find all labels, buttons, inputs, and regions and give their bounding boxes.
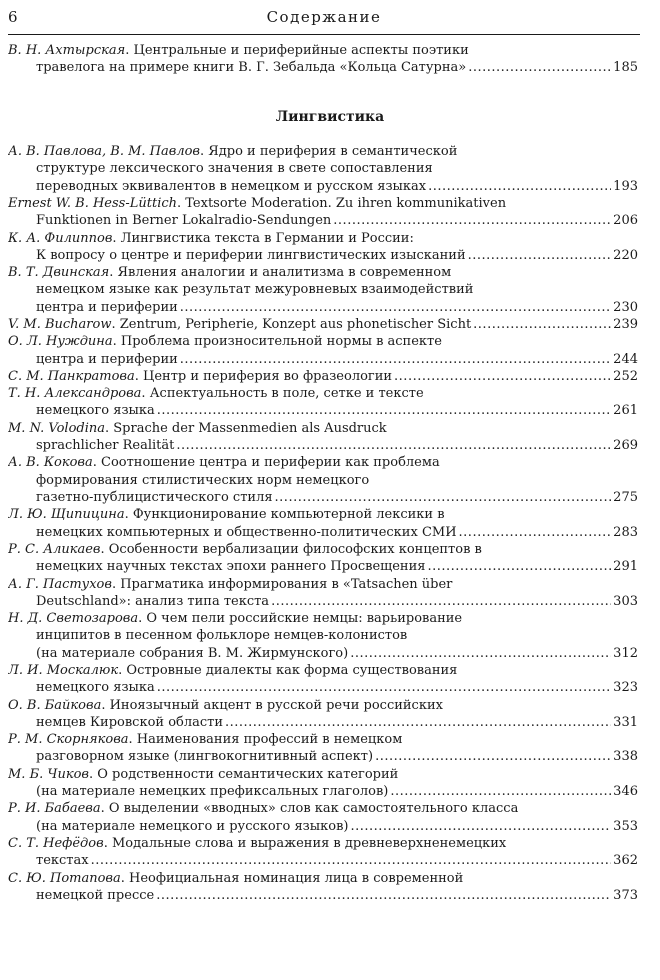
entry-author: С. Ю. Потапова bbox=[8, 870, 121, 886]
entry-line-text bbox=[36, 645, 348, 662]
entry-line-text: В. Н. Ахтырская. Центральные и периферийные аспекты поэтики bbox=[8, 43, 469, 58]
entry-line bbox=[8, 714, 638, 731]
entry-author: Ernest W. B. Hess-Lüttich bbox=[8, 195, 177, 211]
dot-leader bbox=[473, 316, 611, 333]
entry-page-number: 312 bbox=[613, 645, 638, 661]
entry-line bbox=[8, 731, 638, 748]
dot-leader bbox=[333, 212, 611, 229]
toc-entry bbox=[8, 766, 638, 801]
entry-author: А. В. Павлова, В. М. Павлов bbox=[8, 144, 200, 159]
entry-line-text bbox=[36, 679, 155, 696]
entry-title-line: Соотношение центра и периферии как проблема bbox=[101, 455, 440, 471]
entry-page-number: 283 bbox=[613, 524, 638, 540]
entry-title-line: Центральные и периферийные аспекты поэтики bbox=[133, 43, 469, 58]
entry-title-line: немецких компьютерных и общественно-политических СМИ bbox=[36, 524, 457, 540]
entry-author: В. Т. Двинская bbox=[8, 265, 110, 281]
entry-line bbox=[8, 627, 638, 644]
entry-line bbox=[8, 610, 638, 627]
entry-line-text bbox=[36, 282, 473, 297]
dot-leader bbox=[350, 645, 611, 662]
entry-page-number: 331 bbox=[613, 714, 638, 730]
entry-line-text bbox=[36, 212, 331, 229]
dot-leader bbox=[468, 59, 611, 76]
entry-author: Р. С. Аликаев bbox=[8, 541, 101, 557]
entry-title-line: Textsorte Moderation. Zu ihren kommunikativen bbox=[185, 195, 507, 211]
entry-page-number: 261 bbox=[613, 403, 638, 419]
dot-leader bbox=[428, 178, 611, 195]
entry-line bbox=[8, 454, 638, 471]
entry-line-text: С. Ю. Потапова. Неофициальная номинация лица в современной bbox=[8, 870, 464, 886]
entry-line bbox=[8, 59, 638, 76]
entry-page-number: 338 bbox=[613, 749, 638, 765]
entry-line bbox=[8, 662, 638, 679]
entry-title-line: центра и периферии bbox=[36, 351, 178, 367]
entry-line-text bbox=[36, 473, 369, 488]
entry-title-line: Аспектуальность в поле, сетке и тексте bbox=[149, 386, 424, 402]
entry-title-line: Deutschland»: анализ типа текста bbox=[36, 593, 270, 609]
entry-title-line: немецкой прессе bbox=[36, 887, 155, 903]
entry-title-line: разговорном языке (лингвокогнитивный аспект) bbox=[36, 749, 374, 765]
entry-page-number: 323 bbox=[613, 680, 638, 696]
dot-leader bbox=[180, 351, 611, 368]
entry-line bbox=[8, 593, 638, 610]
entry-title-line: Модальные слова и выражения в древневерхненемецких bbox=[111, 836, 507, 851]
entry-line-text: Ernest W. B. Hess-Lüttich. Textsorte Moderation. Zu ihren kommunikativen bbox=[8, 195, 507, 211]
entry-title-line: Проблема произносительной нормы в аспекте bbox=[120, 334, 442, 350]
entry-line bbox=[8, 697, 638, 714]
entry-line bbox=[8, 316, 638, 333]
entry-line-text: Р. С. Аликаев. Особенности вербализации философских концептов в bbox=[8, 541, 482, 557]
entry-page-number: 206 bbox=[613, 213, 638, 229]
entry-author: Р. М. Скорнякова bbox=[8, 732, 129, 748]
entry-line-text: Л. Ю. Щипицина. Функционирование компьютерной лексики в bbox=[8, 507, 445, 523]
toc-entry bbox=[8, 333, 638, 368]
entry-page-number: 275 bbox=[613, 489, 638, 505]
entry-page-number: 239 bbox=[613, 317, 638, 332]
entry-title-line: немецкого языка bbox=[36, 680, 155, 696]
entry-page-number: 185 bbox=[613, 60, 638, 76]
entry-title-line: sprachlicher Realität bbox=[36, 438, 175, 454]
entry-line bbox=[8, 42, 638, 59]
dot-leader bbox=[394, 368, 611, 385]
entry-title-line: травелога на примере книги В. Г. Зебальда «Кольца Сатурна» bbox=[36, 60, 467, 76]
entry-title-line: О чем пели российские немцы: варьирование bbox=[146, 611, 463, 627]
entry-line-text bbox=[36, 161, 433, 176]
entry-line bbox=[8, 402, 638, 419]
entry-title-line: структуре лексического значения в свете сопоставления bbox=[36, 161, 433, 177]
entry-line bbox=[8, 247, 638, 264]
entry-title-line: К вопросу о центре и периферии лингвистических изысканий bbox=[36, 247, 466, 263]
entry-line-text bbox=[36, 628, 407, 643]
entry-line-text: Л. И. Москалюк. Островные диалекты как форма существования bbox=[8, 663, 458, 678]
entry-line bbox=[8, 818, 638, 835]
entry-line bbox=[8, 333, 638, 350]
entry-line bbox=[8, 351, 638, 368]
entry-title-line: Функционирование компьютерной лексики в bbox=[132, 507, 445, 523]
entry-page-number: 230 bbox=[613, 299, 638, 315]
entry-line-text bbox=[36, 783, 388, 800]
toc-entry bbox=[8, 230, 638, 265]
dot-leader bbox=[176, 437, 611, 454]
entry-line bbox=[8, 783, 638, 800]
entry-title-line: переводных эквивалентов в немецком и русском языках bbox=[36, 178, 427, 194]
entry-line-text: М. Б. Чиков. О родственности семантических категорий bbox=[8, 766, 399, 782]
entry-title-line: немецких научных текстах эпохи раннего Просвещения bbox=[36, 559, 426, 575]
entry-title-line: Funktionen in Berner Lokalradio-Sendungen bbox=[36, 213, 332, 229]
toc-entry bbox=[8, 800, 638, 835]
entry-line-text: Т. Н. Александрова. Аспектуальность в поле, сетке и тексте bbox=[8, 386, 424, 402]
toc-entry bbox=[8, 420, 638, 455]
entry-line bbox=[8, 766, 638, 783]
entry-page-number: 244 bbox=[613, 351, 638, 367]
entry-page-number: 303 bbox=[613, 593, 638, 609]
entry-title-line: Особенности вербализации философских концептов в bbox=[108, 541, 482, 557]
entry-title-line: инципитов в песенном фольклоре немцев-колонистов bbox=[36, 628, 408, 644]
entry-title-line: Островные диалекты как форма существования bbox=[126, 663, 458, 678]
toc-entry bbox=[8, 731, 638, 766]
entry-line-text bbox=[36, 524, 457, 541]
entry-author: Р. И. Бабаева bbox=[8, 801, 101, 817]
entry-author: К. А. Филиппов bbox=[8, 230, 113, 246]
dot-leader bbox=[375, 748, 611, 765]
entry-line-text: Р. М. Скорнякова. Наименования профессий в немецком bbox=[8, 732, 403, 748]
entry-line-text bbox=[36, 351, 178, 368]
entry-line bbox=[8, 472, 638, 489]
entry-author: Л. Ю. Щипицина bbox=[8, 507, 125, 523]
entry-line bbox=[8, 576, 638, 593]
entry-title-line: О родственности семантических категорий bbox=[97, 766, 399, 782]
entry-line bbox=[8, 852, 638, 869]
entry-author: О. Л. Нуждина bbox=[8, 334, 113, 350]
dot-leader bbox=[390, 783, 611, 800]
entry-line bbox=[8, 420, 638, 437]
entry-line-text: О. В. Байкова. Иноязычный акцент в русской речи российских bbox=[8, 697, 443, 713]
entry-line bbox=[8, 385, 638, 402]
dot-leader bbox=[459, 524, 612, 541]
entry-author: С. М. Панкратова bbox=[8, 368, 135, 384]
entry-line-text: А. В. Кокова. Соотношение центра и периферии как проблема bbox=[8, 455, 440, 471]
entry-title-line: Zentrum, Peripherie, Konzept aus phonetischer Sicht bbox=[119, 317, 472, 332]
entry-title-line: Центр и периферия во фразеологии bbox=[143, 368, 393, 384]
toc-entry bbox=[8, 42, 638, 77]
entry-line-text: Р. И. Бабаева. О выделении «вводных» слов как самостоятельного класса bbox=[8, 801, 519, 817]
dot-leader bbox=[427, 558, 611, 575]
dot-leader bbox=[156, 887, 611, 904]
toc-entry bbox=[8, 870, 638, 905]
entry-title-line: Sprache der Massenmedien als Ausdruck bbox=[113, 420, 387, 436]
entry-title-line: немецком языке как результат межуровневых взаимодействий bbox=[36, 282, 474, 298]
dot-leader bbox=[468, 247, 612, 264]
entry-line-text: С. М. Панкратова. Центр и периферия во фразеологии bbox=[8, 368, 393, 384]
entry-author: M. N. Volodina bbox=[8, 420, 105, 436]
entry-title-line: немцев Кировской области bbox=[36, 714, 223, 730]
entry-line bbox=[8, 143, 638, 160]
entry-title-line: формирования стилистических норм немецкого bbox=[36, 472, 370, 488]
entry-page-number: 373 bbox=[613, 887, 638, 903]
entry-line-text: M. N. Volodina. Sprache der Massenmedien als Ausdruck bbox=[8, 420, 387, 436]
entry-title-line: Наименования профессий в немецком bbox=[136, 732, 403, 748]
dot-leader bbox=[91, 852, 612, 869]
entry-line bbox=[8, 558, 638, 575]
dot-leader bbox=[275, 489, 612, 506]
entry-line-text bbox=[36, 489, 273, 506]
toc-entry bbox=[8, 454, 638, 506]
entry-page-number: 353 bbox=[613, 818, 638, 834]
entry-line-text bbox=[36, 818, 348, 835]
running-title: Содержание bbox=[266, 8, 382, 26]
entry-title-line: центра и периферии bbox=[36, 299, 178, 315]
dot-leader bbox=[180, 299, 611, 316]
entry-line bbox=[8, 160, 638, 177]
toc-entry bbox=[8, 610, 638, 662]
entry-title-line: Неофициальная номинация лица в современной bbox=[129, 870, 464, 886]
dot-leader bbox=[350, 818, 611, 835]
entry-line-text bbox=[36, 402, 155, 419]
entry-line-text bbox=[36, 593, 269, 610]
entry-title-line: Лингвистика текста в Германии и России: bbox=[120, 230, 414, 246]
entry-page-number: 346 bbox=[613, 784, 638, 800]
entry-line-text bbox=[36, 299, 178, 316]
toc-entry bbox=[8, 195, 638, 230]
entry-line bbox=[8, 299, 638, 316]
entry-author: О. В. Байкова bbox=[8, 697, 102, 713]
entry-line-text bbox=[36, 714, 223, 731]
entry-line-text: С. Т. Нефёдов. Модальные слова и выражения в древневерхненемецких bbox=[8, 836, 507, 851]
entry-line bbox=[8, 489, 638, 506]
entry-line-text: V. M. Bucharow. Zentrum, Peripherie, Konzept aus phonetischer Sicht bbox=[8, 317, 472, 332]
entry-page-number: 291 bbox=[613, 559, 638, 575]
entry-title-line: (на материале собрания В. М. Жирмунского) bbox=[36, 645, 349, 661]
entry-author: М. Б. Чиков bbox=[8, 766, 89, 782]
entry-line bbox=[8, 212, 638, 229]
toc-entry bbox=[8, 506, 638, 541]
entry-line bbox=[8, 437, 638, 454]
entry-line-text bbox=[36, 178, 426, 195]
dot-leader bbox=[157, 679, 611, 696]
entry-line bbox=[8, 230, 638, 247]
entry-line-text: А. Г. Пастухов. Прагматика информирования в «Tatsachen über bbox=[8, 576, 453, 592]
entry-line bbox=[8, 679, 638, 696]
entry-line bbox=[8, 835, 638, 852]
entry-author: Т. Н. Александрова bbox=[8, 386, 142, 402]
toc-entry bbox=[8, 368, 638, 385]
entry-line-text bbox=[36, 558, 425, 575]
entry-line-text bbox=[36, 247, 466, 264]
entry-title-line: (на материале немецкого и русского языков) bbox=[36, 818, 349, 834]
entry-line bbox=[8, 870, 638, 887]
entry-title-line: Явления аналогии и аналитизма в современном bbox=[117, 265, 452, 281]
entry-author: Л. И. Москалюк bbox=[8, 663, 119, 678]
dot-leader bbox=[271, 593, 611, 610]
entry-line-text: В. Т. Двинская. Явления аналогии и аналитизма в современном bbox=[8, 265, 452, 281]
section-title: Лингвистика bbox=[275, 109, 385, 125]
toc-entry bbox=[8, 143, 638, 195]
entry-title-line: Иноязычный акцент в русской речи российских bbox=[109, 697, 443, 713]
dot-leader bbox=[157, 402, 611, 419]
entry-page-number: 252 bbox=[613, 368, 638, 384]
entry-title-line: (на материале немецких префиксальных глаголов) bbox=[36, 784, 389, 800]
toc-entry bbox=[8, 835, 638, 870]
entry-title-line: немецкого языка bbox=[36, 403, 155, 419]
entry-line bbox=[8, 800, 638, 817]
entry-line-text bbox=[36, 852, 89, 869]
toc-entry bbox=[8, 697, 638, 732]
entry-title-line: Прагматика информирования в «Tatsachen über bbox=[120, 576, 453, 592]
toc-entry bbox=[8, 264, 638, 316]
toc-entry bbox=[8, 662, 638, 697]
entry-line bbox=[8, 541, 638, 558]
running-header bbox=[8, 8, 640, 30]
entry-author: V. M. Bucharow bbox=[8, 317, 112, 332]
entry-line-text bbox=[36, 437, 174, 454]
toc-entry bbox=[8, 385, 638, 420]
entry-line bbox=[8, 748, 638, 765]
entry-line bbox=[8, 524, 638, 541]
header-rule bbox=[8, 34, 640, 35]
entry-author: Н. Д. Светозарова bbox=[8, 611, 139, 627]
entry-page-number: 269 bbox=[613, 438, 638, 454]
entry-author: А. В. Кокова bbox=[8, 455, 93, 471]
toc-entry bbox=[8, 576, 638, 611]
toc-entry bbox=[8, 541, 638, 576]
entry-line bbox=[8, 645, 638, 662]
entry-author: В. Н. Ахтырская bbox=[8, 43, 126, 58]
entry-line bbox=[8, 506, 638, 523]
entry-page-number: 193 bbox=[613, 178, 638, 194]
entry-line bbox=[8, 195, 638, 212]
entry-line bbox=[8, 264, 638, 281]
entry-line-text: О. Л. Нуждина. Проблема произносительной нормы в аспекте bbox=[8, 334, 442, 350]
entry-line-text bbox=[36, 59, 466, 76]
entry-title-line: газетно-публицистического стиля bbox=[36, 489, 273, 505]
entry-line bbox=[8, 281, 638, 298]
entry-line-text bbox=[36, 887, 154, 904]
entry-line-text bbox=[36, 748, 373, 765]
entry-title-line: О выделении «вводных» слов как самостоятельного класса bbox=[108, 801, 519, 817]
entry-line bbox=[8, 178, 638, 195]
page-number: 6 bbox=[8, 8, 18, 26]
entry-title-line: Ядро и периферия в семантической bbox=[208, 144, 458, 159]
entry-page-number: 362 bbox=[613, 853, 638, 869]
entry-author: А. Г. Пастухов bbox=[8, 576, 112, 592]
entry-line bbox=[8, 887, 638, 904]
toc-entry bbox=[8, 316, 638, 333]
entry-line bbox=[8, 368, 638, 385]
entry-title-line: текстах bbox=[36, 853, 89, 869]
dot-leader bbox=[225, 714, 611, 731]
entry-page-number: 220 bbox=[613, 247, 638, 263]
entry-line-text: К. А. Филиппов. Лингвистика текста в Германии и России: bbox=[8, 230, 414, 246]
entry-line-text: Н. Д. Светозарова. О чем пели российские немцы: варьирование bbox=[8, 611, 463, 627]
entry-author: С. Т. Нефёдов bbox=[8, 836, 104, 851]
entry-line-text: А. В. Павлова, В. М. Павлов. Ядро и периферия в семантической bbox=[8, 144, 458, 159]
